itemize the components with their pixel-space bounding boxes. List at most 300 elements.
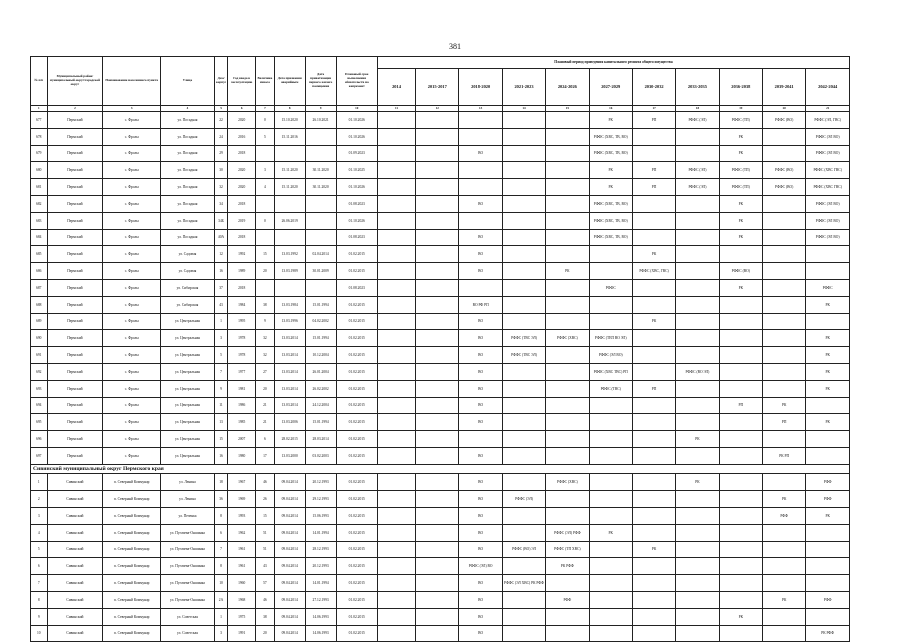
- wear-cell: 4: [256, 179, 275, 196]
- house-cell: 8: [214, 558, 227, 575]
- plan-period-cell: [762, 296, 805, 313]
- date-emergency-cell: 09.04.2014: [274, 591, 305, 608]
- street-cell: ул. Садовая: [161, 263, 215, 280]
- date-emergency-cell: 13.03.1996: [274, 313, 305, 330]
- header-settlement: Наименование населенного пункта: [103, 57, 161, 106]
- date-emergency-cell: 13.03.2014: [274, 347, 305, 364]
- plan-period-cell: ВО: [459, 263, 502, 280]
- row-number: 6: [31, 558, 48, 575]
- plan-period-cell: [377, 263, 415, 280]
- row-number: 8: [31, 591, 48, 608]
- plan-period-cell: [632, 575, 675, 592]
- plan-period-cell: [502, 447, 545, 464]
- table-row: [31, 313, 850, 330]
- planned-deadline-cell: 01.02.2015: [336, 625, 377, 642]
- plan-period-cell: [589, 625, 632, 642]
- settlement-cell: с. Фролы: [103, 162, 161, 179]
- plan-period-cell: [676, 608, 719, 625]
- year-built-cell: 2018: [228, 229, 256, 246]
- plan-period-cell: [416, 524, 459, 541]
- column-index: 17: [632, 106, 675, 112]
- plan-period-cell: [416, 246, 459, 263]
- plan-period-cell: [377, 112, 415, 129]
- planned-deadline-cell: 01.02.2015: [336, 431, 377, 448]
- column-index: 4: [161, 106, 215, 112]
- date-emergency-cell: 13.03.2014: [274, 380, 305, 397]
- plan-period-cell: [502, 524, 545, 541]
- table-row: [31, 491, 850, 508]
- plan-period-cell: РК: [806, 507, 850, 524]
- header-year-4: 2021-2023: [502, 69, 545, 106]
- plan-period-cell: [806, 575, 850, 592]
- wear-cell: 15: [256, 246, 275, 263]
- year-built-cell: 1980: [228, 447, 256, 464]
- year-built-cell: 1993: [228, 507, 256, 524]
- date-privatization-cell: 14.01.1994: [305, 575, 336, 592]
- plan-period-cell: [719, 491, 762, 508]
- municipality-cell: Сивинский: [47, 491, 103, 508]
- plan-period-cell: ВО: [459, 229, 502, 246]
- plan-period-cell: [676, 491, 719, 508]
- plan-period-cell: РФФС (ЭЛ ВО): [806, 212, 850, 229]
- date-emergency-cell: 09.04.2014: [274, 491, 305, 508]
- plan-period-cell: РФФС (ХВС, ТВ, ВО): [589, 212, 632, 229]
- planned-deadline-cell: 01.02.2015: [336, 558, 377, 575]
- plan-period-cell: РК: [806, 347, 850, 364]
- plan-period-cell: ВО РФ РП: [459, 296, 502, 313]
- date-emergency-cell: 13.03.1992: [274, 246, 305, 263]
- wear-cell: [256, 195, 275, 212]
- plan-period-cell: РК: [719, 195, 762, 212]
- municipality-cell: Пермский: [47, 179, 103, 196]
- table-row: [31, 397, 850, 414]
- wear-cell: 6: [256, 431, 275, 448]
- year-built-cell: 2019: [228, 212, 256, 229]
- plan-period-cell: [719, 558, 762, 575]
- municipality-cell: Сивинский: [47, 541, 103, 558]
- plan-period-cell: [416, 380, 459, 397]
- plan-period-cell: [676, 128, 719, 145]
- plan-period-cell: [762, 474, 805, 491]
- house-cell: 2А: [214, 591, 227, 608]
- plan-period-cell: [589, 491, 632, 508]
- plan-period-cell: РФФС (ХВС, ТВ, ВО): [589, 229, 632, 246]
- plan-period-cell: ВО: [459, 313, 502, 330]
- plan-period-cell: РФФС (ТП): [719, 179, 762, 196]
- row-number: 679: [31, 145, 48, 162]
- wear-cell: 21: [256, 414, 275, 431]
- date-emergency-cell: 26.06.2019: [274, 212, 305, 229]
- planned-deadline-cell: 01.02.2015: [336, 507, 377, 524]
- plan-period-cell: [719, 313, 762, 330]
- table-row: [31, 246, 850, 263]
- row-number: 694: [31, 397, 48, 414]
- plan-period-cell: РК: [806, 380, 850, 397]
- municipality-cell: Пермский: [47, 431, 103, 448]
- plan-period-cell: [377, 162, 415, 179]
- plan-period-cell: РФФС (ЭЛ ВО): [806, 128, 850, 145]
- plan-period-cell: [719, 363, 762, 380]
- wear-cell: 0: [256, 212, 275, 229]
- date-emergency-cell: [274, 229, 305, 246]
- plan-period-cell: [762, 330, 805, 347]
- plan-period-cell: РФФС (ВО): [762, 162, 805, 179]
- wear-cell: 51: [256, 524, 275, 541]
- plan-period-cell: [589, 263, 632, 280]
- plan-period-cell: [546, 229, 589, 246]
- settlement-cell: п. Северный Коммунар: [103, 591, 161, 608]
- settlement-cell: п. Северный Коммунар: [103, 625, 161, 642]
- plan-period-cell: [676, 263, 719, 280]
- house-cell: 9: [214, 380, 227, 397]
- table-row: [31, 447, 850, 464]
- plan-period-cell: [416, 179, 459, 196]
- year-built-cell: 2020: [228, 162, 256, 179]
- street-cell: ул. Посадная: [161, 229, 215, 246]
- date-privatization-cell: 30.01.2009: [305, 263, 336, 280]
- plan-period-cell: [416, 229, 459, 246]
- column-index: 20: [762, 106, 805, 112]
- plan-period-cell: [416, 347, 459, 364]
- plan-period-cell: РК: [719, 212, 762, 229]
- plan-period-cell: [676, 229, 719, 246]
- year-built-cell: 2018: [228, 195, 256, 212]
- plan-period-cell: [719, 591, 762, 608]
- plan-period-cell: РФФС (ХВС): [546, 474, 589, 491]
- date-privatization-cell: 04.02.2002: [305, 313, 336, 330]
- planned-deadline-cell: 01.02.2015: [336, 575, 377, 592]
- plan-period-cell: [502, 279, 545, 296]
- planned-deadline-cell: 01.10.2026: [336, 112, 377, 129]
- street-cell: ул. Центральная: [161, 380, 215, 397]
- row-number: 1: [31, 474, 48, 491]
- row-number: 697: [31, 447, 48, 464]
- planned-deadline-cell: 01.02.2015: [336, 380, 377, 397]
- capital-repair-schedule-table: [30, 56, 850, 642]
- wear-cell: 20: [256, 263, 275, 280]
- header-year-11: 2042-2044: [806, 69, 850, 106]
- header-house: Дом/корпус: [214, 57, 227, 106]
- table-row: [31, 541, 850, 558]
- settlement-cell: с. Фролы: [103, 431, 161, 448]
- plan-period-cell: РК: [719, 128, 762, 145]
- house-cell: 29: [214, 145, 227, 162]
- plan-period-cell: [377, 212, 415, 229]
- plan-period-cell: РФФС (ЭЛ): [676, 112, 719, 129]
- row-number: 695: [31, 414, 48, 431]
- municipality-cell: Сивинский: [47, 524, 103, 541]
- plan-period-cell: [719, 330, 762, 347]
- table-row: [31, 330, 850, 347]
- plan-period-cell: [676, 296, 719, 313]
- plan-period-cell: РП: [762, 414, 805, 431]
- plan-period-cell: РФФС (ЭЛ): [676, 162, 719, 179]
- date-privatization-cell: 15.06.1993: [305, 507, 336, 524]
- plan-period-cell: [502, 558, 545, 575]
- year-built-cell: 1985: [228, 414, 256, 431]
- plan-period-cell: [632, 330, 675, 347]
- plan-period-cell: [502, 608, 545, 625]
- row-number: 686: [31, 263, 48, 280]
- plan-period-cell: [719, 414, 762, 431]
- house-cell: 6: [214, 524, 227, 541]
- table-row: [31, 212, 850, 229]
- plan-period-cell: [719, 246, 762, 263]
- municipality-cell: Пермский: [47, 447, 103, 464]
- plan-period-cell: РФФС (ВО): [762, 112, 805, 129]
- house-cell: 18: [214, 474, 227, 491]
- plan-period-cell: [676, 246, 719, 263]
- plan-period-cell: РК: [762, 397, 805, 414]
- plan-period-cell: [502, 507, 545, 524]
- table-row: [31, 195, 850, 212]
- plan-period-cell: [546, 296, 589, 313]
- page-number: 381: [449, 42, 461, 51]
- year-built-cell: 1969: [228, 491, 256, 508]
- wear-cell: 38: [256, 296, 275, 313]
- row-number: 690: [31, 330, 48, 347]
- date-emergency-cell: 09.04.2014: [274, 558, 305, 575]
- plan-period-cell: [589, 608, 632, 625]
- street-cell: ул. Посадная: [161, 212, 215, 229]
- wear-cell: 32: [256, 347, 275, 364]
- plan-period-cell: [377, 591, 415, 608]
- house-cell: 1: [214, 313, 227, 330]
- planned-deadline-cell: 01.08.2023: [336, 195, 377, 212]
- header-year-7: 2030-2032: [632, 69, 675, 106]
- house-cell: 16: [214, 447, 227, 464]
- plan-period-cell: [377, 145, 415, 162]
- street-cell: ул. Посадная: [161, 145, 215, 162]
- date-emergency-cell: 15.11.2016: [274, 128, 305, 145]
- settlement-cell: с. Фролы: [103, 447, 161, 464]
- plan-period-cell: РФФС (ХВС ГВС): [806, 162, 850, 179]
- table-row: [31, 608, 850, 625]
- settlement-cell: п. Северный Коммунар: [103, 558, 161, 575]
- table-row: [31, 128, 850, 145]
- table-row: [31, 414, 850, 431]
- plan-period-cell: [719, 575, 762, 592]
- year-built-cell: 1975: [228, 608, 256, 625]
- plan-period-cell: [762, 145, 805, 162]
- plan-period-cell: [632, 447, 675, 464]
- street-cell: ул. Посадная: [161, 128, 215, 145]
- municipality-cell: Пермский: [47, 347, 103, 364]
- plan-period-cell: ВО: [459, 380, 502, 397]
- plan-period-cell: [546, 195, 589, 212]
- wear-cell: 27: [256, 363, 275, 380]
- street-cell: ул. Советская: [161, 608, 215, 625]
- plan-period-cell: [676, 625, 719, 642]
- settlement-cell: с. Фролы: [103, 179, 161, 196]
- wear-cell: [256, 145, 275, 162]
- row-number: 685: [31, 246, 48, 263]
- wear-cell: 0: [256, 112, 275, 129]
- plan-period-cell: [806, 431, 850, 448]
- plan-period-cell: РК РФФ: [806, 625, 850, 642]
- house-cell: 11: [214, 397, 227, 414]
- plan-period-cell: [762, 279, 805, 296]
- row-number: 4: [31, 524, 48, 541]
- settlement-cell: с. Фролы: [103, 296, 161, 313]
- plan-period-cell: [589, 575, 632, 592]
- plan-period-cell: [416, 507, 459, 524]
- plan-period-cell: [416, 491, 459, 508]
- plan-period-cell: [416, 128, 459, 145]
- plan-period-cell: [377, 229, 415, 246]
- house-cell: 10: [214, 575, 227, 592]
- wear-cell: 3: [256, 162, 275, 179]
- date-emergency-cell: 13.03.2014: [274, 330, 305, 347]
- plan-period-cell: ВО: [459, 591, 502, 608]
- date-emergency-cell: 15.11.2020: [274, 162, 305, 179]
- plan-period-cell: РФФ: [762, 507, 805, 524]
- planned-deadline-cell: 01.10.2026: [336, 128, 377, 145]
- plan-period-cell: РФФС (ЭЛ): [676, 179, 719, 196]
- plan-period-cell: РК: [676, 474, 719, 491]
- plan-period-cell: [719, 380, 762, 397]
- plan-period-cell: [589, 447, 632, 464]
- header-date-privatization: Дата приватизации первого жилого помещения: [305, 57, 336, 106]
- table-row: [31, 507, 850, 524]
- plan-period-cell: [459, 279, 502, 296]
- row-number: 683: [31, 212, 48, 229]
- street-cell: ул. Центральная: [161, 313, 215, 330]
- plan-period-cell: РК: [632, 246, 675, 263]
- plan-period-cell: [676, 195, 719, 212]
- date-privatization-cell: 26.02.2002: [305, 380, 336, 397]
- year-built-cell: 1978: [228, 330, 256, 347]
- header-year-built: Год ввода в эксплуатацию: [228, 57, 256, 106]
- plan-period-cell: РФФС (ВО ЭЛ): [676, 363, 719, 380]
- year-built-cell: 1981: [228, 380, 256, 397]
- date-emergency-cell: 13.03.1989: [274, 263, 305, 280]
- municipality-cell: Пермский: [47, 380, 103, 397]
- date-emergency-cell: 09.04.2014: [274, 507, 305, 524]
- house-cell: 40А: [214, 229, 227, 246]
- plan-period-cell: РФФС (ЭЛ): [502, 491, 545, 508]
- plan-period-cell: [502, 474, 545, 491]
- planned-deadline-cell: 01.02.2015: [336, 330, 377, 347]
- date-emergency-cell: [274, 145, 305, 162]
- plan-period-cell: [416, 145, 459, 162]
- plan-period-cell: РФФС (ТП): [719, 112, 762, 129]
- plan-period-cell: [546, 431, 589, 448]
- row-number: 696: [31, 431, 48, 448]
- plan-period-cell: [589, 431, 632, 448]
- table-row: [31, 380, 850, 397]
- settlement-cell: п. Северный Коммунар: [103, 541, 161, 558]
- year-built-cell: 1986: [228, 397, 256, 414]
- plan-period-cell: РК РФФ: [546, 558, 589, 575]
- plan-period-cell: РК: [589, 179, 632, 196]
- plan-period-cell: [416, 558, 459, 575]
- settlement-cell: с. Фролы: [103, 246, 161, 263]
- plan-period-cell: [416, 313, 459, 330]
- plan-period-cell: [632, 279, 675, 296]
- plan-period-cell: [416, 447, 459, 464]
- date-privatization-cell: 15.01.1994: [305, 330, 336, 347]
- street-cell: ул. Посадная: [161, 112, 215, 129]
- year-built-cell: 2018: [228, 279, 256, 296]
- plan-period-cell: РК: [806, 414, 850, 431]
- planned-deadline-cell: 01.02.2015: [336, 263, 377, 280]
- column-index: 11: [377, 106, 415, 112]
- plan-period-cell: РК: [806, 363, 850, 380]
- table-row: [31, 363, 850, 380]
- street-cell: ул. Печенка: [161, 507, 215, 524]
- table-row: [31, 431, 850, 448]
- plan-period-cell: [806, 313, 850, 330]
- wear-cell: 57: [256, 575, 275, 592]
- row-number: 9: [31, 608, 48, 625]
- plan-period-cell: РФФС (ТП): [719, 162, 762, 179]
- plan-period-cell: [762, 558, 805, 575]
- municipality-cell: Пермский: [47, 212, 103, 229]
- plan-period-cell: [416, 397, 459, 414]
- plan-period-cell: [676, 524, 719, 541]
- wear-cell: 43: [256, 558, 275, 575]
- municipality-cell: Пермский: [47, 296, 103, 313]
- date-privatization-cell: 20.12.1993: [305, 474, 336, 491]
- date-privatization-cell: 14.01.1994: [305, 524, 336, 541]
- plan-period-cell: [762, 524, 805, 541]
- plan-period-cell: [762, 431, 805, 448]
- plan-period-cell: [589, 541, 632, 558]
- planned-deadline-cell: 01.10.2026: [336, 179, 377, 196]
- table-row: [31, 263, 850, 280]
- date-privatization-cell: 14.06.1993: [305, 608, 336, 625]
- table-row: [31, 591, 850, 608]
- municipality-cell: Пермский: [47, 128, 103, 145]
- plan-period-cell: РФФС (ТВС ЭЛ): [502, 330, 545, 347]
- plan-period-cell: РФФС (ТВС ЭЛ): [502, 347, 545, 364]
- date-privatization-cell: [305, 128, 336, 145]
- row-number: 693: [31, 380, 48, 397]
- date-privatization-cell: [305, 279, 336, 296]
- plan-period-cell: [416, 625, 459, 642]
- plan-period-cell: [459, 128, 502, 145]
- date-emergency-cell: 13.03.2006: [274, 414, 305, 431]
- plan-period-cell: [416, 330, 459, 347]
- plan-period-cell: [416, 195, 459, 212]
- plan-period-cell: [762, 263, 805, 280]
- street-cell: ул. Советская: [161, 625, 215, 642]
- municipality-cell: Сивинский: [47, 591, 103, 608]
- plan-period-cell: [546, 212, 589, 229]
- wear-cell: 21: [256, 397, 275, 414]
- date-privatization-cell: 28.12.1993: [305, 541, 336, 558]
- plan-period-cell: ВО: [459, 625, 502, 642]
- plan-period-cell: [377, 330, 415, 347]
- date-privatization-cell: 02.04.2014: [305, 246, 336, 263]
- settlement-cell: с. Фролы: [103, 112, 161, 129]
- plan-period-cell: [502, 431, 545, 448]
- date-privatization-cell: [305, 195, 336, 212]
- plan-period-cell: [762, 246, 805, 263]
- year-built-cell: 1961: [228, 541, 256, 558]
- plan-period-cell: [416, 541, 459, 558]
- plan-period-cell: [546, 128, 589, 145]
- plan-period-cell: [719, 625, 762, 642]
- year-built-cell: 1991: [228, 625, 256, 642]
- plan-period-cell: [546, 380, 589, 397]
- plan-period-cell: [502, 296, 545, 313]
- plan-period-cell: [459, 212, 502, 229]
- plan-period-cell: РК: [632, 541, 675, 558]
- date-privatization-cell: [305, 229, 336, 246]
- plan-period-cell: РК: [762, 491, 805, 508]
